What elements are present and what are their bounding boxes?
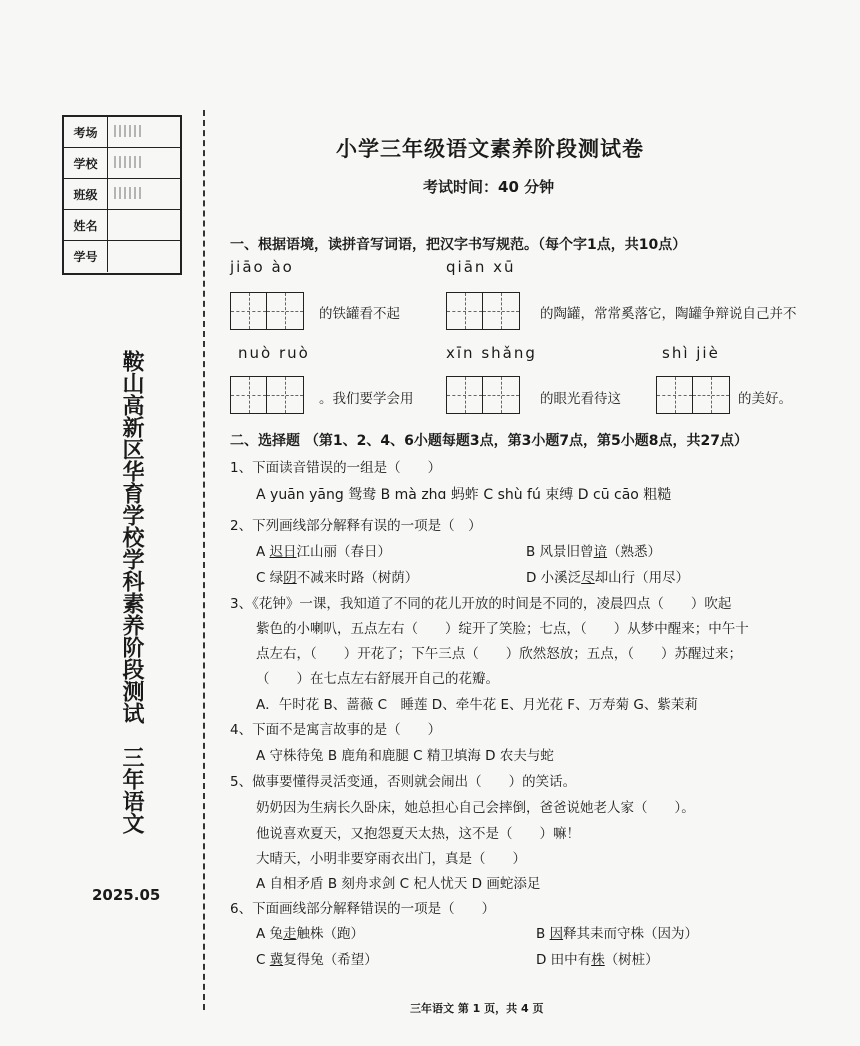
sentence-fragment: 。我们要学会用 [319,391,414,407]
pinyin-2: qiān xū [446,258,516,276]
info-label: 班级 [64,179,108,209]
question-5-line-1: 奶奶因为生病长久卧床，她总担心自己会摔倒，爸爸说她老人家（ ）。 [256,800,695,816]
info-value[interactable] [114,125,154,139]
pinyin-4: xīn shǎng [446,344,537,362]
page-footer: 三年语文 第 1 页，共 4 页 [410,1002,544,1015]
question-5-line-2: 他说喜欢夏天，又抱怨夏天太热，这不是（ ）嘛！ [256,826,580,842]
info-row-student-id [64,241,180,272]
info-row-name [64,210,180,241]
info-label: 姓名 [64,210,108,240]
question-2: 2、下列画线部分解释有误的一项是（ ） [230,518,482,534]
writing-grid-4[interactable] [446,376,520,414]
info-label: 学号 [64,241,108,272]
exam-duration: 考试时间：40 分钟 [423,178,555,196]
binding-dashed-line [203,110,205,1010]
info-label: 考场 [64,117,108,147]
pinyin-1: jiāo ào [230,258,294,276]
section-2-heading: 二、选择题 （第1、2、4、6小题每题3点，第3小题7点，第5小题8点，共27点） [230,433,749,449]
pinyin-3: nuò ruò [238,344,310,362]
question-5-options: A 自相矛盾 B 刻舟求剑 C 杞人忧天 D 画蛇添足 [256,876,541,892]
question-2-option-a: A 迟日江山丽（春日） [256,544,392,560]
writing-grid-2[interactable] [446,292,520,330]
info-label: 学校 [64,148,108,178]
question-4-options: A 守株待兔 B 鹿角和鹿腿 C 精卫填海 D 农夫与蛇 [256,748,554,764]
info-value[interactable] [114,156,154,170]
info-value[interactable] [114,218,154,232]
question-1: 1、下面读音错误的一组是（ ） [230,460,442,476]
info-row-exam-room [64,117,180,148]
sentence-fragment: 的铁罐看不起 [319,306,400,322]
info-value[interactable] [114,249,154,263]
school-name-vertical: 鞍山高新区华育学校学科素养阶段测试 三年语文 [119,350,144,834]
question-3-line-3: 点左右，（ ）开花了；下午三点（ ）欣然怒放；五点，（ ）苏醒过来； [256,646,742,662]
question-3-line-4: （ ）在七点左右舒展开自己的花瓣。 [256,671,499,687]
question-5: 5、做事要懂得灵活变通，否则就会闹出（ ）的笑话。 [230,774,577,790]
question-6-option-c: C 冀复得兔（希望） [256,952,378,968]
question-3-line-1: 3、《花钟》一课，我知道了不同的花儿开放的时间是不同的，凌晨四点（ ）吹起 [230,596,732,612]
info-row-school [64,148,180,179]
question-3-line-2: 紫色的小喇叭，五点左右（ ）绽开了笑脸；七点，（ ）从梦中醒来；中午十 [256,621,749,637]
info-value[interactable] [114,187,154,201]
question-6-option-d: D 田中有株（树桩） [536,952,659,968]
writing-grid-1[interactable] [230,292,304,330]
exam-date: 2025.05 [92,886,161,904]
question-1-options: A yuān yāng 鸳鸯 B mà zhɑ 蚂蚱 C shù fú 束缚 D cū cāo 粗糙 [256,487,672,503]
question-2-option-b: B 风景旧曾谙（熟悉） [526,544,662,560]
page-title: 小学三年级语文素养阶段测试卷 [336,137,644,161]
sentence-fragment: 的陶罐，常常奚落它，陶罐争辩说自己并不 [540,306,797,322]
sentence-fragment: 的美好。 [738,391,792,407]
question-3-options: A．午时花 B、蔷薇 C 睡莲 D、牵牛花 E、月光花 F、万寿菊 G、紫茉莉 [256,697,698,713]
question-6-option-b: B 因释其耒而守株（因为） [536,926,699,942]
question-4: 4、下面不是寓言故事的是（ ） [230,722,442,738]
question-6-option-a: A 兔走触株（跑） [256,926,365,942]
pinyin-5: shì jiè [662,344,720,362]
sentence-fragment: 的眼光看待这 [540,391,621,407]
question-6: 6、下面画线部分解释错误的一项是（ ） [230,901,496,917]
writing-grid-5[interactable] [656,376,730,414]
section-1-heading: 一、根据语境，读拼音写词语，把汉字书写规范。（每个字1点，共10点） [230,237,687,253]
info-row-class [64,179,180,210]
question-2-option-d: D 小溪泛尽却山行（用尽） [526,570,690,586]
writing-grid-3[interactable] [230,376,304,414]
student-info-table [62,115,182,275]
question-5-line-3: 大晴天，小明非要穿雨衣出门，真是（ ） [256,851,526,867]
question-2-option-c: C 绿阴不减来时路（树荫） [256,570,419,586]
